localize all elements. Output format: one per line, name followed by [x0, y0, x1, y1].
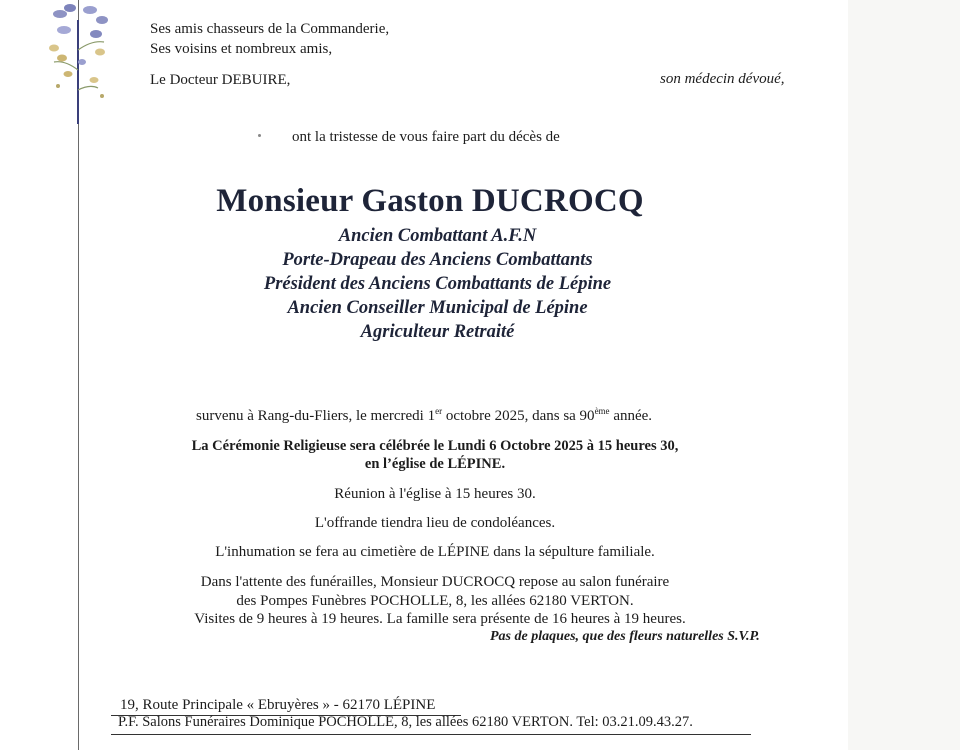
title-line: Président des Anciens Combattants de Lépine	[263, 274, 612, 294]
footer-divider	[111, 734, 751, 735]
scan-speck	[258, 134, 261, 137]
deceased-name: Monsieur Gaston DUCROCQ	[216, 183, 644, 219]
funeral-home-address: des Pompes Funèbres POCHOLLE, 8, les allées 62180 VERTON.	[236, 593, 634, 609]
footer-address: 19, Route Principale « Ebruyères » - 62170 LÉPINE	[120, 697, 436, 713]
flower-ornament-icon	[40, 0, 120, 124]
flowers-note: Pas de plaques, que des fleurs naturelles S.V.P.	[490, 629, 760, 644]
title-line: Porte-Drapeau des Anciens Combattants	[282, 250, 593, 270]
title-line: Ancien Conseiller Municipal de Lépine	[287, 298, 588, 318]
death-details: survenu à Rang-du-Fliers, le mercredi 1er octobre 2025, dans sa 90ème année.	[196, 406, 653, 424]
title-line: Agriculteur Retraité	[360, 322, 515, 342]
scan-margin	[848, 0, 960, 750]
ceremony-info: La Cérémonie Religieuse sera célébrée le Lundi 6 Octobre 2025 à 15 heures 30,	[191, 438, 679, 454]
burial-info: L'inhumation se fera au cimetière de LÉPINE dans la sépulture familiale.	[215, 544, 655, 560]
meeting-info: Réunion à l'église à 15 heures 30.	[334, 486, 536, 502]
visiting-hours: Visites de 9 heures à 19 heures. La famille sera présente de 16 heures à 19 heures.	[194, 611, 686, 627]
doctor-name: Le Docteur DEBUIRE,	[150, 72, 291, 88]
announcement: ont la tristesse de vous faire part du décès de	[292, 129, 560, 145]
intro-line: Ses amis chasseurs de la Commanderie,	[150, 21, 390, 37]
doctor-role: son médecin dévoué,	[660, 71, 785, 87]
ceremony-location: en l’église de LÉPINE.	[364, 456, 506, 472]
footer-funeral-services: P.F. Salons Funéraires Dominique POCHOLLE, 8, les allées 62180 VERTON. Tel: 03.21.09.43.27.	[118, 714, 693, 730]
funeral-home-info: Dans l'attente des funérailles, Monsieur DUCROCQ repose au salon funéraire	[200, 574, 670, 590]
offering-info: L'offrande tiendra lieu de condoléances.	[314, 515, 556, 531]
title-line: Ancien Combattant A.F.N	[338, 226, 537, 246]
intro-line: Ses voisins et nombreux amis,	[150, 41, 333, 57]
